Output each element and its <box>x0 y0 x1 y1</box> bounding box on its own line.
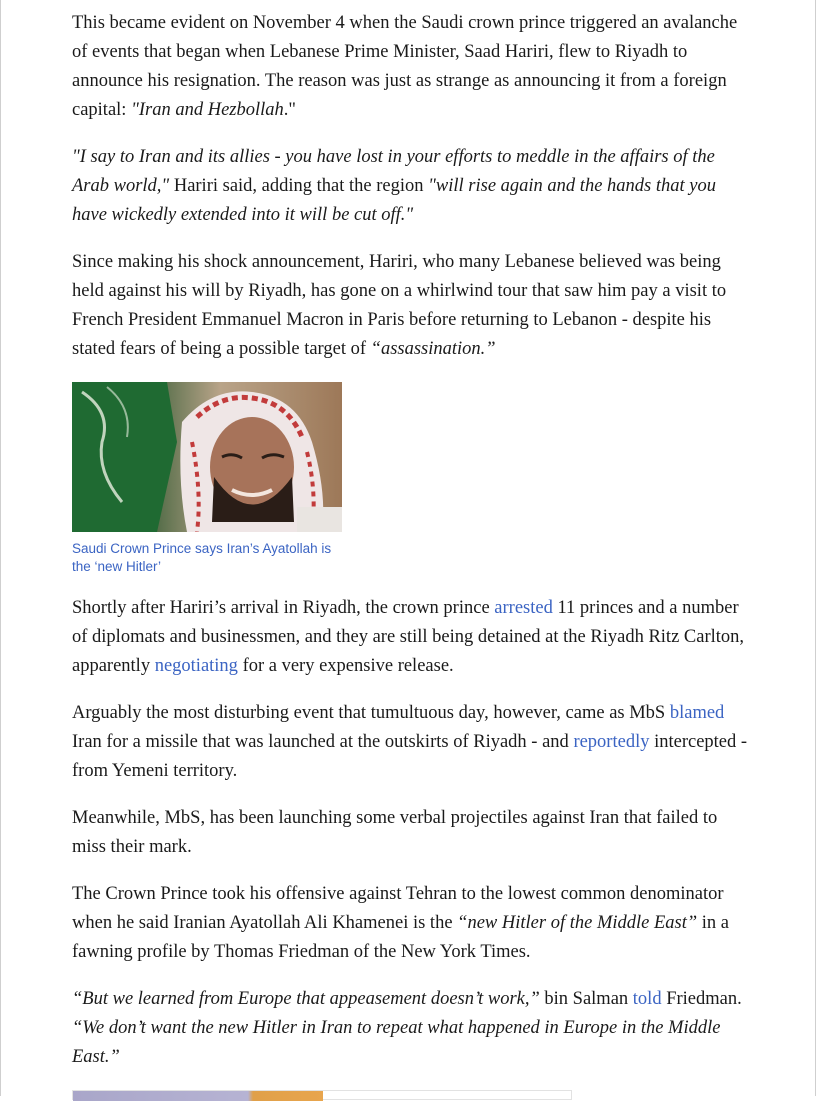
text: This became evident on November 4 when the Saudi crown prince triggered an avalanche of events that began when Lebanese Prime Minister, Saad Hariri, flew to Riyadh to announce his resignation. The reason was just as strange as announcing it from a foreign capital: <box>72 13 738 120</box>
paragraph-3 <box>72 248 752 364</box>
quote: "Iran and Hezbollah <box>131 100 284 120</box>
paragraph-6 <box>72 804 752 862</box>
figure-caption-link[interactable]: Saudi Crown Prince says Iran’s Ayatollah is the ‘new Hitler’ <box>72 541 332 574</box>
text: intercepted - from Yemeni territory. <box>72 732 748 781</box>
paragraph-7 <box>72 880 752 967</box>
arrested-link[interactable]: arrested <box>494 598 553 618</box>
quote: “new Hitler of the Middle East” <box>457 913 698 933</box>
text: The Crown Prince took his offensive against Tehran to the lowest common denominator when he said Iranian Ayatollah Ali Khamenei is the <box>72 884 724 933</box>
paragraph-5 <box>72 699 752 786</box>
quote: “We don’t want the new Hitler in Iran to repeat what happened in Europe in the Middle East.” <box>72 1018 721 1067</box>
text: Friedman. <box>661 989 742 1009</box>
paragraph-4 <box>72 594 752 681</box>
text: Meanwhile, MbS, has been launching some verbal projectiles against Iran that failed to miss their mark. <box>72 808 718 857</box>
paragraph-8 <box>72 985 752 1072</box>
next-embedded-image[interactable] <box>72 1090 572 1100</box>
paragraph-2 <box>72 143 752 230</box>
quote: “assassination.” <box>370 339 496 359</box>
quote: “But we learned from Europe that appeasement doesn’t work,” <box>72 989 540 1009</box>
photo-illustration <box>72 382 342 532</box>
paragraph-1 <box>72 9 752 125</box>
text: Since making his shock announcement, Hariri, who many Lebanese believed was being held against his will by Riyadh, has gone on a whirlwind tour that saw him pay a visit to French President Emmanuel Macron in Paris before returning to Lebanon - despite his stated fears of being a possible target of <box>72 252 727 359</box>
crown-prince-photo[interactable] <box>72 382 342 532</box>
related-article-figure[interactable] <box>72 382 342 576</box>
reportedly-link[interactable]: reportedly <box>573 732 650 752</box>
negotiating-link[interactable]: negotiating <box>154 656 238 676</box>
text: for a very expensive release. <box>237 656 454 676</box>
text: 11 princes and a number of diplomats and businessmen, and they are still being detained at the Riyadh Ritz Carlton, apparently <box>72 598 745 676</box>
text: ." <box>283 100 296 120</box>
text: Shortly after Hariri’s arrival in Riyadh, the crown prince <box>72 598 495 618</box>
text: Arguably the most disturbing event that tumultuous day, however, came as MbS <box>72 703 670 723</box>
text: in a fawning profile by Thomas Friedman of the New York Times. <box>72 913 730 962</box>
told-link[interactable]: told <box>632 989 662 1009</box>
article-body <box>72 9 752 1090</box>
text: Hariri said, adding that the region <box>169 176 429 196</box>
text: Iran for a missile that was launched at the outskirts of Riyadh - and <box>72 732 574 752</box>
image-preview-strip <box>73 1091 323 1101</box>
quote: "I say to Iran and its allies - you have lost in your efforts to meddle in the affairs of the Arab world," <box>72 147 715 196</box>
text: bin Salman <box>539 989 633 1009</box>
quote: "will rise again and the hands that you have wickedly extended into it will be cut off." <box>72 176 716 225</box>
blamed-link[interactable]: blamed <box>669 703 725 723</box>
